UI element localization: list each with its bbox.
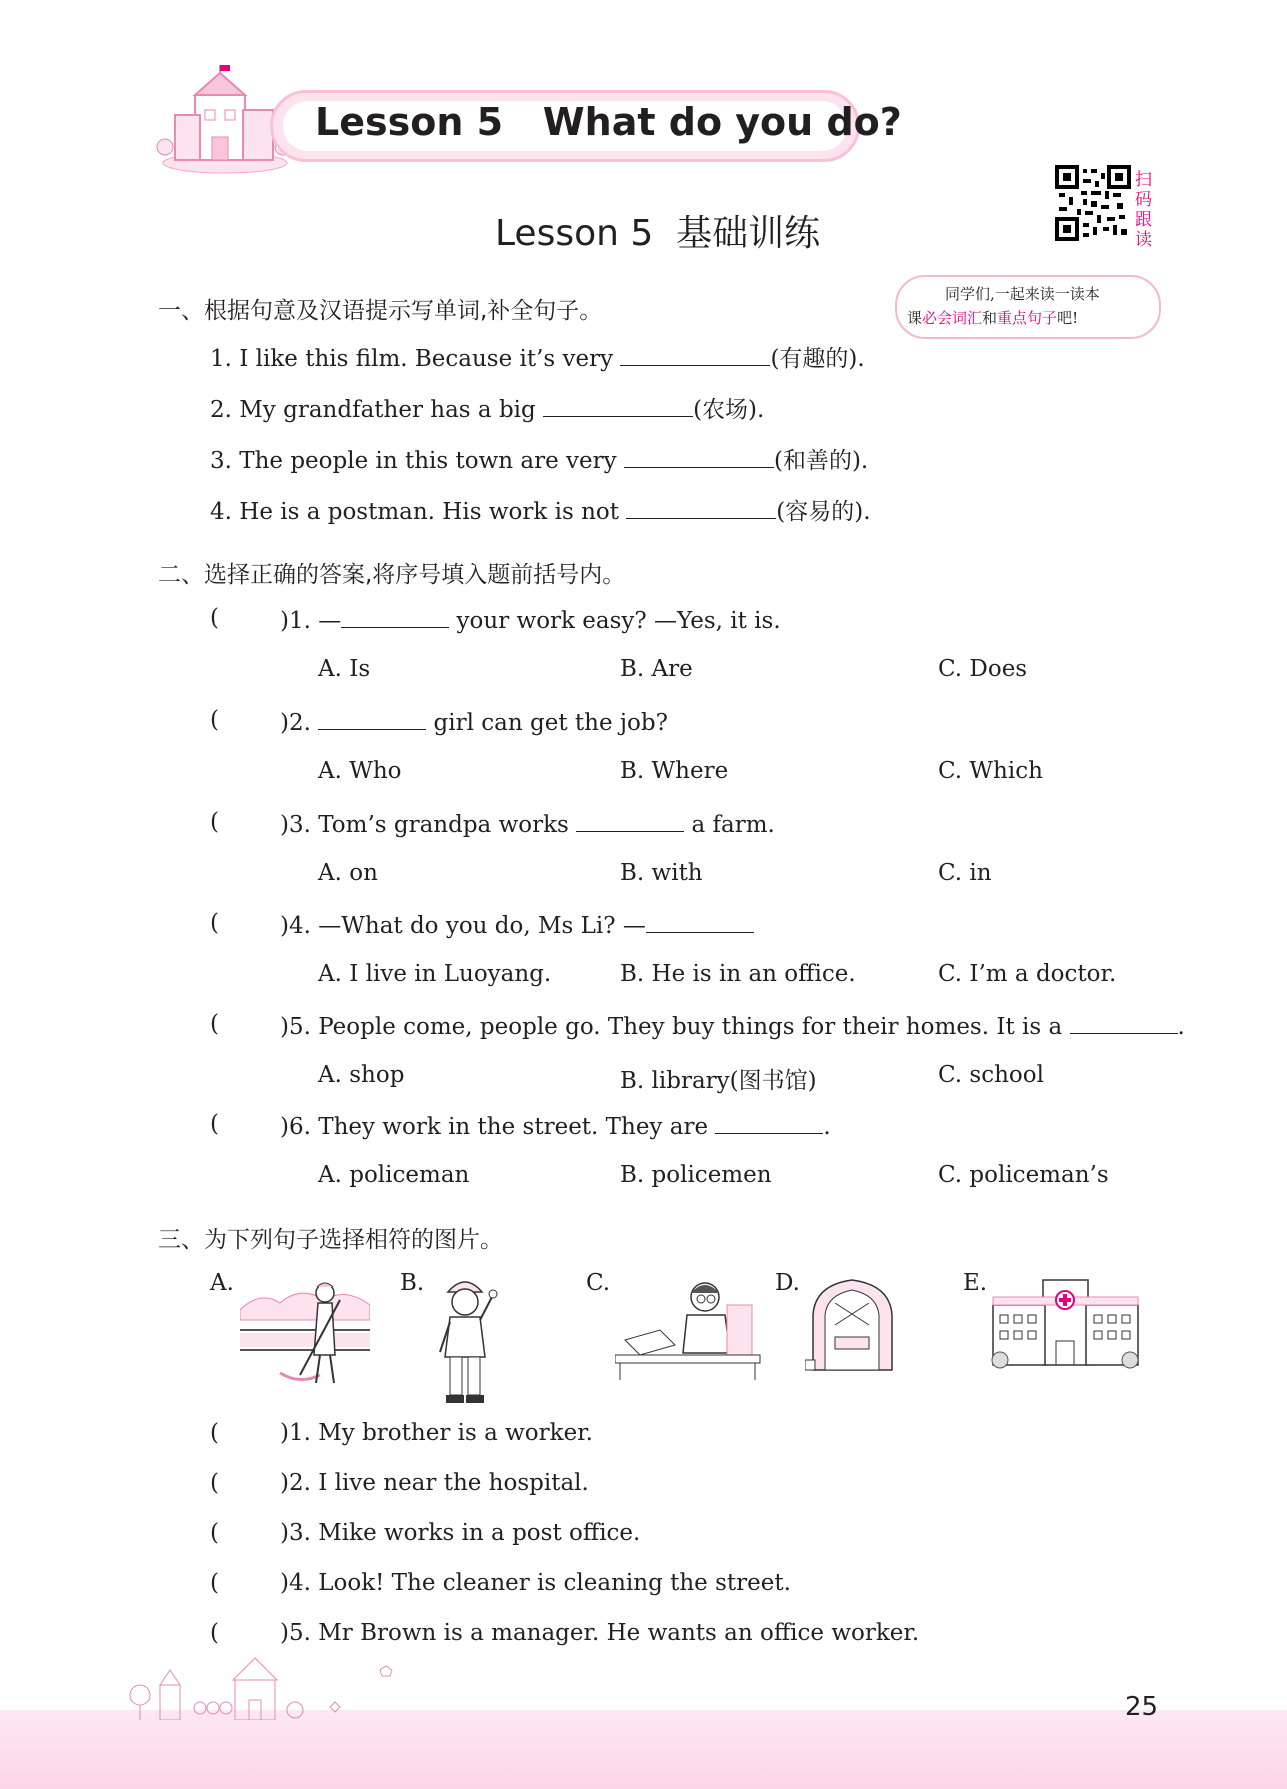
qr-label-char: 扫 bbox=[1135, 170, 1152, 190]
option-b[interactable]: B. Are bbox=[620, 656, 693, 682]
option-b[interactable]: B. with bbox=[620, 860, 703, 886]
qr-label-char: 读 bbox=[1135, 230, 1152, 250]
answer-paren[interactable]: ( bbox=[210, 707, 219, 733]
option-c[interactable]: C. school bbox=[938, 1062, 1044, 1088]
picture-label: E. bbox=[963, 1270, 988, 1296]
page-number: 25 bbox=[1125, 1692, 1159, 1722]
worker-picture[interactable] bbox=[430, 1272, 500, 1407]
question: )2. I live near the hospital. bbox=[280, 1470, 589, 1496]
answer-paren[interactable]: ( bbox=[210, 1570, 219, 1596]
speech-bubble bbox=[895, 275, 1161, 339]
question-blank bbox=[646, 910, 754, 933]
question: )5. People come, people go. They buy things for their homes. It is a . bbox=[280, 1011, 1185, 1040]
option-c[interactable]: C. policeman’s bbox=[938, 1162, 1109, 1188]
option-a[interactable]: A. I live in Luoyang. bbox=[318, 961, 552, 987]
option-c[interactable]: C. in bbox=[938, 860, 992, 886]
answer-paren[interactable]: ( bbox=[210, 910, 219, 936]
question: )3. Mike works in a post office. bbox=[280, 1520, 641, 1546]
question: )6. They work in the street. They are . bbox=[280, 1111, 831, 1140]
question-blank bbox=[318, 707, 426, 730]
answer-paren[interactable]: ( bbox=[210, 1520, 219, 1546]
picture-label: B. bbox=[400, 1270, 425, 1296]
qr-label-char: 跟 bbox=[1135, 210, 1152, 230]
page-subtitle: Lesson 5 基础训练 bbox=[495, 213, 821, 254]
section-3-title: 三、为下列句子选择相符的图片。 bbox=[158, 1227, 503, 1253]
bubble-line-1: 同学们,一起来读一读本 bbox=[945, 285, 1100, 303]
answer-paren[interactable]: ( bbox=[210, 1420, 219, 1446]
question: )1. My brother is a worker. bbox=[280, 1420, 593, 1446]
option-a[interactable]: A. Who bbox=[318, 758, 402, 784]
option-b[interactable]: B. He is in an office. bbox=[620, 961, 856, 987]
option-a[interactable]: A. shop bbox=[318, 1062, 405, 1088]
question: )4. Look! The cleaner is cleaning the street. bbox=[280, 1570, 791, 1596]
hospital-picture[interactable] bbox=[988, 1275, 1143, 1370]
question-blank bbox=[576, 809, 684, 832]
option-a[interactable]: A. on bbox=[318, 860, 378, 886]
fill-item: 1. I like this film. Because it’s very (有趣的). bbox=[210, 340, 865, 373]
option-a[interactable]: A. policeman bbox=[318, 1162, 470, 1188]
office-worker-picture[interactable] bbox=[615, 1275, 765, 1380]
section-1-title: 一、根据句意及汉语提示写单词,补全句子。 bbox=[158, 298, 603, 324]
footer-band bbox=[0, 1710, 1287, 1789]
question: )2. girl can get the job? bbox=[280, 707, 668, 736]
picture-label: C. bbox=[586, 1270, 611, 1296]
option-b[interactable]: B. Where bbox=[620, 758, 729, 784]
answer-paren[interactable]: ( bbox=[210, 1011, 219, 1037]
answer-blank[interactable] bbox=[626, 496, 776, 519]
town-decoration-icon bbox=[125, 1650, 445, 1720]
answer-blank[interactable] bbox=[543, 394, 693, 417]
question: )4. —What do you do, Ms Li? — bbox=[280, 910, 754, 939]
qr-code-icon[interactable] bbox=[1055, 165, 1131, 241]
question: )1. — your work easy? —Yes, it is. bbox=[280, 605, 781, 634]
barn-picture[interactable] bbox=[805, 1275, 900, 1380]
option-b[interactable]: B. policemen bbox=[620, 1162, 772, 1188]
answer-paren[interactable]: ( bbox=[210, 1620, 219, 1646]
option-c[interactable]: C. Does bbox=[938, 656, 1028, 682]
bubble-line-2: 课必会词汇和重点句子吧! bbox=[907, 309, 1079, 327]
question: )5. Mr Brown is a manager. He wants an office worker. bbox=[280, 1620, 920, 1646]
question-blank bbox=[341, 605, 449, 628]
fill-item: 2. My grandfather has a big (农场). bbox=[210, 391, 764, 424]
answer-paren[interactable]: ( bbox=[210, 605, 219, 631]
question-blank bbox=[1070, 1011, 1178, 1034]
picture-label: A. bbox=[210, 1270, 234, 1296]
picture-label: D. bbox=[775, 1270, 800, 1296]
answer-blank[interactable] bbox=[620, 343, 770, 366]
question: )3. Tom’s grandpa works a farm. bbox=[280, 809, 775, 838]
lesson-title: Lesson 5 What do you do? bbox=[315, 100, 902, 144]
answer-paren[interactable]: ( bbox=[210, 809, 219, 835]
answer-paren[interactable]: ( bbox=[210, 1111, 219, 1137]
option-c[interactable]: C. I’m a doctor. bbox=[938, 961, 1117, 987]
option-b[interactable]: B. library(图书馆) bbox=[620, 1068, 817, 1094]
street-cleaner-picture[interactable] bbox=[240, 1275, 370, 1390]
fill-item: 3. The people in this town are very (和善的). bbox=[210, 442, 868, 475]
option-a[interactable]: A. Is bbox=[318, 656, 371, 682]
section-2-title: 二、选择正确的答案,将序号填入题前括号内。 bbox=[158, 562, 626, 588]
fill-item: 4. He is a postman. His work is not (容易的). bbox=[210, 493, 871, 526]
answer-blank[interactable] bbox=[624, 445, 774, 468]
question-blank bbox=[715, 1111, 823, 1134]
option-c[interactable]: C. Which bbox=[938, 758, 1043, 784]
answer-paren[interactable]: ( bbox=[210, 1470, 219, 1496]
qr-label-char: 码 bbox=[1135, 190, 1152, 210]
